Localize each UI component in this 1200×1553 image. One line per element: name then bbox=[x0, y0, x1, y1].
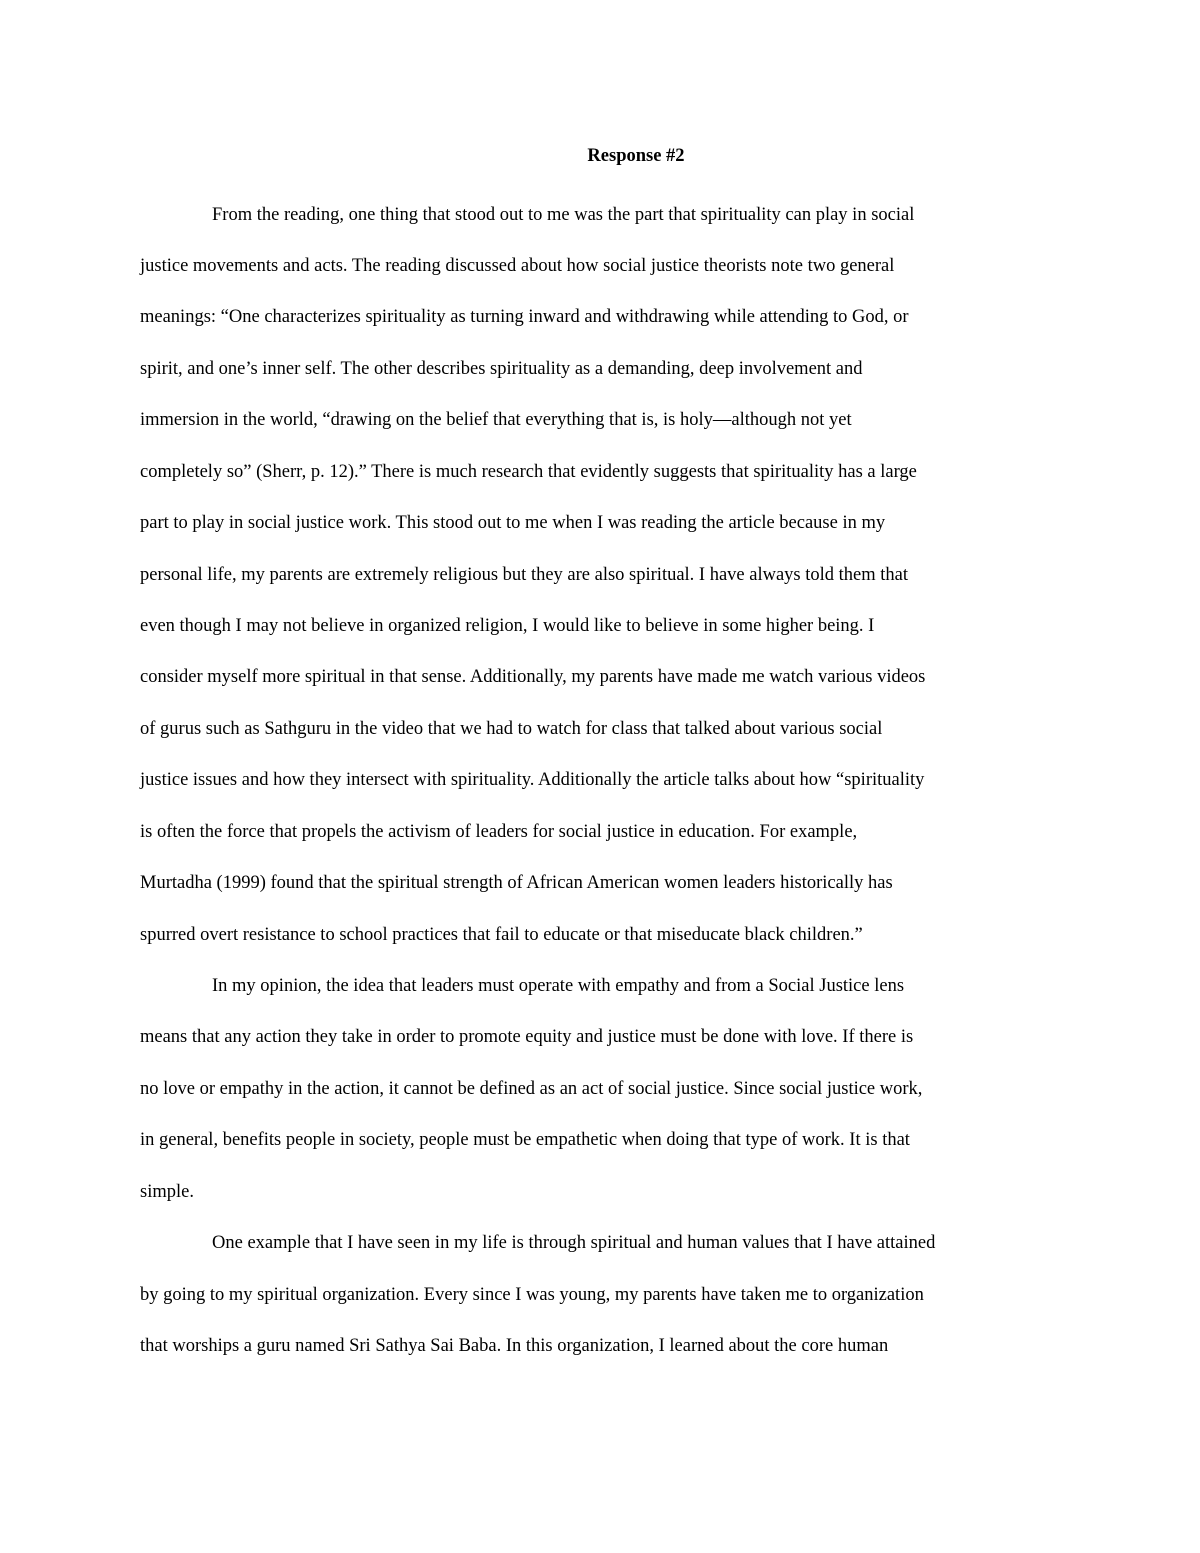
paragraph-1-line-3: meanings: “One characterizes spirituality as turning inward and withdrawing while attending to God, or bbox=[140, 307, 909, 327]
paragraph-1-line-5: immersion in the world, “drawing on the belief that everything that is, is holy—although not yet bbox=[140, 410, 852, 430]
paragraph-2-line-4: in general, benefits people in society, people must be empathetic when doing that type of work. It is that bbox=[140, 1130, 910, 1150]
paragraph-1-line-6: completely so” (Sherr, p. 12).” There is much research that evidently suggests that spirituality has a large bbox=[140, 462, 917, 482]
paragraph-3-line-2: by going to my spiritual organization. Every since I was young, my parents have taken me to organization bbox=[140, 1285, 924, 1305]
paragraph-1-line-8: personal life, my parents are extremely religious but they are also spiritual. I have always told them that bbox=[140, 565, 909, 585]
paragraph-1-line-9: even though I may not believe in organized religion, I would like to believe in some higher being. I bbox=[140, 616, 875, 636]
paragraph-1-line-14: Murtadha (1999) found that the spiritual strength of African American women leaders historically has bbox=[140, 873, 893, 893]
paragraph-1-line-15: spurred overt resistance to school practices that fail to educate or that miseducate black children.” bbox=[140, 925, 863, 945]
paragraph-2-line-5: simple. bbox=[140, 1182, 194, 1202]
paragraph-2-line-2: means that any action they take in order to promote equity and justice must be done with love. If there is bbox=[140, 1027, 914, 1047]
paragraph-1-line-12: justice issues and how they intersect with spirituality. Additionally the article talks about how “spirituality bbox=[140, 770, 925, 790]
paragraph-1-line-2: justice movements and acts. The reading discussed about how social justice theorists note two general bbox=[140, 256, 895, 276]
paragraph-2-line-3: no love or empathy in the action, it cannot be defined as an act of social justice. Since social justice work, bbox=[140, 1079, 923, 1099]
paragraph-2-line-1: In my opinion, the idea that leaders must operate with empathy and from a Social Justice lens bbox=[212, 976, 905, 996]
paragraph-1-line-1: From the reading, one thing that stood out to me was the part that spirituality can play in social bbox=[212, 205, 915, 225]
paragraph-1-line-4: spirit, and one’s inner self. The other describes spirituality as a demanding, deep involvement and bbox=[140, 359, 863, 379]
page-title: Response #2 bbox=[587, 146, 685, 166]
paragraph-3-line-1: One example that I have seen in my life is through spiritual and human values that I have attained bbox=[212, 1233, 936, 1253]
paragraph-1-line-13: is often the force that propels the activism of leaders for social justice in education. For example, bbox=[140, 822, 858, 842]
paragraph-1-line-7: part to play in social justice work. This stood out to me when I was reading the article because in my bbox=[140, 513, 886, 533]
paragraph-1-line-11: of gurus such as Sathguru in the video that we had to watch for class that talked about various social bbox=[140, 719, 883, 739]
paragraph-1-line-10: consider myself more spiritual in that sense. Additionally, my parents have made me watch various videos bbox=[140, 667, 926, 687]
paragraph-3-line-3: that worships a guru named Sri Sathya Sai Baba. In this organization, I learned about the core human bbox=[140, 1336, 889, 1356]
